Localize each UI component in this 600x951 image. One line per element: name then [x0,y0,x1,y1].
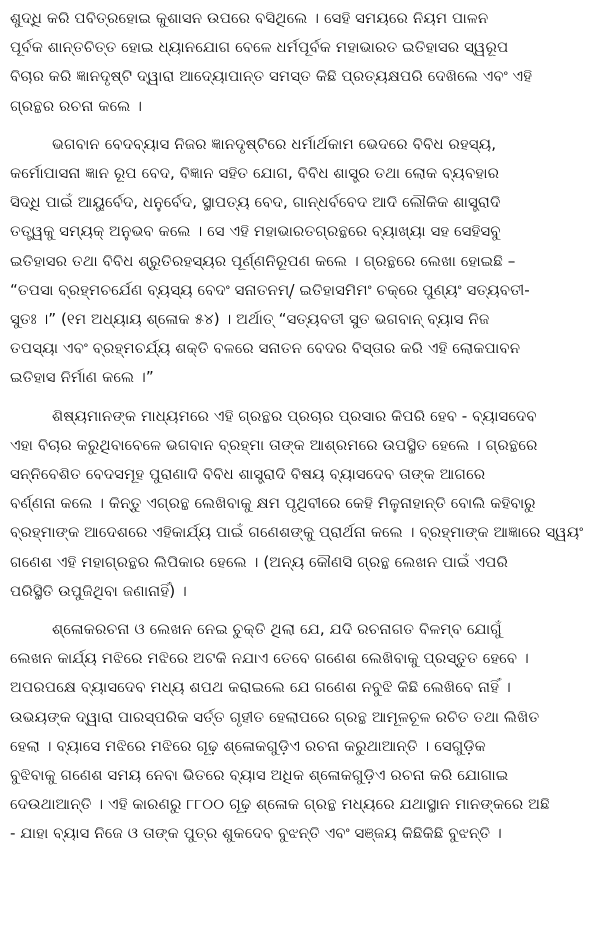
text-line: ସିଦ୍ଧି ପାଇଁ ଆୟୁର୍ବେଦ, ଧନୁର୍ବେଦ, ସ୍ଥାପତ୍ୟ ବେଦ, ଗାନ୍ଧର୍ବବେଦ ଆଦି ଲୌକିକ ଶାସ୍ତ୍ରାଦି [10,193,501,212]
text-line: ଉଭୟଙ୍କ ଦ୍ୱାରା ପାରସ୍ପରିକ ସର୍ତ୍ତ ଗୃହୀତ ହେଲାପରେ ଗ୍ରନ୍ଥ ଆମୂଳଚୂଳ ରଚିତ ତଥା ଲିଖିତ [10,707,540,726]
text-line: ପରିସ୍ଥିତି ଉପୁଜିଥିବା ଜଣାନାହିଁ) । [10,581,187,600]
text-line: ସୁତଃ ।” (୧ମ ଅଧ୍ୟାୟ ଶ୍ଳୋକ ୫୪) । ଅର୍ଥାତ୍ “ସତ୍ୟବତୀ ସୁତ ଭଗବାନ୍ ବ୍ୟାସ ନିଜ [10,310,490,329]
paragraph-2 [10,130,592,393]
text-line: ତତ୍ତ୍ୱକୁ ସମ୍ୟକ୍ ଅନୁଭବ କଲେ । ସେ ଏହି ମହାଭାରତଗ୍ରନ୍ଥରେ ବ୍ୟାଖ୍ୟା ସହ ସେହିସବୁ [10,222,501,241]
text-line: “ତପସା ବ୍ରହ୍ମଚର୍ଯେଣ ବ୍ୟସ୍ୟ ବେଦଂ ସନାତନମ୍/ ଇତିହାସମିମଂ ଚକ୍ରେ ପୁଣ୍ୟଂ ସତ୍ୟବତୀ- [10,280,530,299]
text-line: ଗ୍ରନ୍ଥର ରଚନା କଲେ । [10,96,143,115]
text-line: - ଯାହା ବ୍ୟାସ ନିଜେ ଓ ତାଙ୍କ ପୁତ୍ର ଶୁକଦେବ ବୁଝନ୍ତି ଏବଂ ସଞ୍ଜୟ କିଛିକିଛି ବୁଝନ୍ତି । [10,824,502,843]
text-line: ଭଗବାନ ବେଦବ୍ୟାସ ନିଜର ଜ୍ଞାନଦୃଷ୍ଟିରେ ଧର୍ମାର୍ଥକାମ ଭେଦରେ ବିବିଧ ରହସ୍ୟ, [52,134,497,153]
paragraph-4 [10,615,592,849]
text-line: ଅପରପକ୍ଷେ ବ୍ୟାସଦେବ ମଧ୍ୟ ଶପଥ କରାଇଲେ ଯେ ଗଣେଶ ନବୁଝି କିଛି ଲେଖିବେ ନାହିଁ । [10,678,511,697]
text-line: ଶୁଦ୍ଧି କରି ପବିତ୍ରହୋଇ କୁଶାସନ ଉପରେ ବସିଥିଲେ । ସେହି ସମୟରେ ନିୟମ ପାଳନ [10,9,489,27]
text-line: କର୍ମୋପାସନା ଜ୍ଞାନ ରୂପ ବେଦ, ବିଜ୍ଞାନ ସହିତ ଯୋଗ, ବିବିଧ ଶାସ୍ତ୍ର ତଥା ଲୋକ ବ୍ୟବହାର [10,164,500,183]
text-line: ହେଲା । ବ୍ୟାସେ ମଝିରେ ମଝିରେ ଗୂଢ଼ ଶ୍ଳୋକଗୁଡ଼ିଏ ରଚନା କରୁଥାଆନ୍ତି । ସେଗୁଡ଼ିକ [10,736,486,755]
text-line: ଶ୍ଳୋକରଚନା ଓ ଲେଖନ ନେଇ ଚୁକ୍ତି ଥିଲା ଯେ, ଯଦି ରଚନାଗତ ବିଳମ୍ବ ଯୋଗୁଁ [52,620,502,639]
text-line: ବ୍ରହ୍ମାଙ୍କ ଆଦେଶରେ ଏହିକାର୍ଯ୍ୟ ପାଇଁ ଗଣେଶଙ୍କୁ ପ୍ରାର୍ଥନା କଲେ । ବ୍ରହ୍ମାଙ୍କ ଆଜ୍ଞାରେ ସ୍ୱୟଂ [10,523,584,542]
text-line: ବର୍ଣ୍ଣନା କଲେ । କିନ୍ତୁ ଏଗ୍ରନ୍ଥ ଲେଖିବାକୁ କ୍ଷମ ପୃଥିବୀରେ କେହି ମିଳୁନାହାନ୍ତି ବୋଲି କହିବାରୁ [10,494,536,513]
text-line: ଦେଉଥାଆନ୍ତି । ଏହି କାରଣରୁ ୮୮୦୦ ଗୂଢ଼ ଶ୍ଳୋକ ଗ୍ରନ୍ଥ ମଧ୍ୟରେ ଯଥାସ୍ଥାନ ମାନଙ୍କରେ ଅଛି [10,795,550,814]
text-line: ତପସ୍ୟା ଏବଂ ବ୍ରହ୍ମଚର୍ଯ୍ୟ ଶକ୍ତି ବଳରେ ସନାତନ ବେଦର ବିସ୍ତାର କରି ଏହି ଲୋକପାବନ [10,339,521,358]
text-line: ଗଣେଶ ଏହି ମହାଗ୍ରନ୍ଥର ଲିପିକାର ହେଲେ । (ଅନ୍ୟ କୌଣସି ଗ୍ରନ୍ଥ ଲେଖନ ପାଇଁ ଏପରି [10,552,508,571]
text-line: ଇତିହାସ ନିର୍ମାଣ କଲେ ।” [10,368,154,387]
text-line: ବିଚାର କରି ଜ୍ଞାନଦୃଷ୍ଟି ଦ୍ୱାରା ଆଦ୍ୟୋପାନ୍ତ ସମସ୍ତ କିଛି ପ୍ରତ୍ୟକ୍ଷପରି ଦେଖିଲେ ଏବଂ ଏହି [10,67,533,86]
text-line: ଇତିହାସର ତଥା ବିବିଧ ଶ୍ରୁତିରହସ୍ୟର ପୂର୍ଣ୍ଣନିରୂପଣ କଲେ । ଗ୍ରନ୍ଥରେ ଲେଖା ହୋଇଛି – [10,251,516,270]
paragraph-1 [10,4,592,121]
text-line: ଲେଖନ କାର୍ଯ୍ୟ ମଝିରେ ମଝିରେ ଅଟକି ନଯାଏ ତେବେ ଗଣେଶ ଲେଖିବାକୁ ପ୍ରସ୍ତୁତ ହେବେ । [10,649,529,668]
text-line: ସନ୍ନିବେଶିତ ବେଦସମୂହ ପୁରାଣାଦି ବିବିଧ ଶାସ୍ତ୍ରାଦି ବିଷୟ ବ୍ୟାସଦେବ ତାଙ୍କ ଆଗରେ [10,465,486,484]
text-line: ବୁଝିବାକୁ ଗଣେଶ ସମୟ ନେବା ଭିତରେ ବ୍ୟାସ ଅଧିକ ଶ୍ଳୋକଗୁଡ଼ିଏ ରଚନା କରି ଯୋଗାଇ [10,766,509,785]
text-line: ଶିଷ୍ୟମାନଙ୍କ ମାଧ୍ୟମରେ ଏହି ଗ୍ରନ୍ଥର ପ୍ରଚାର ପ୍ରସାର କିପରି ହେବ - ବ୍ୟାସଦେବ [52,406,537,425]
paragraph-3 [10,402,592,606]
text-line: ପୂର୍ବକ ଶାନ୍ତଚିତ୍ତ ହୋଇ ଧ୍ୟାନଯୋଗ ବେଳେ ଧର୍ମପୂର୍ବକ ମହାଭାରତ ଇତିହାସର ସ୍ୱରୂପ [10,38,509,57]
text-line: ଏହା ବିଚାର କରୁଥିବାବେଳେ ଭଗବାନ ବ୍ରହ୍ମା ତାଙ୍କ ଆଶ୍ରମରେ ଉପସ୍ଥିତ ହେଲେ । ଗ୍ରନ୍ଥରେ [10,435,538,454]
